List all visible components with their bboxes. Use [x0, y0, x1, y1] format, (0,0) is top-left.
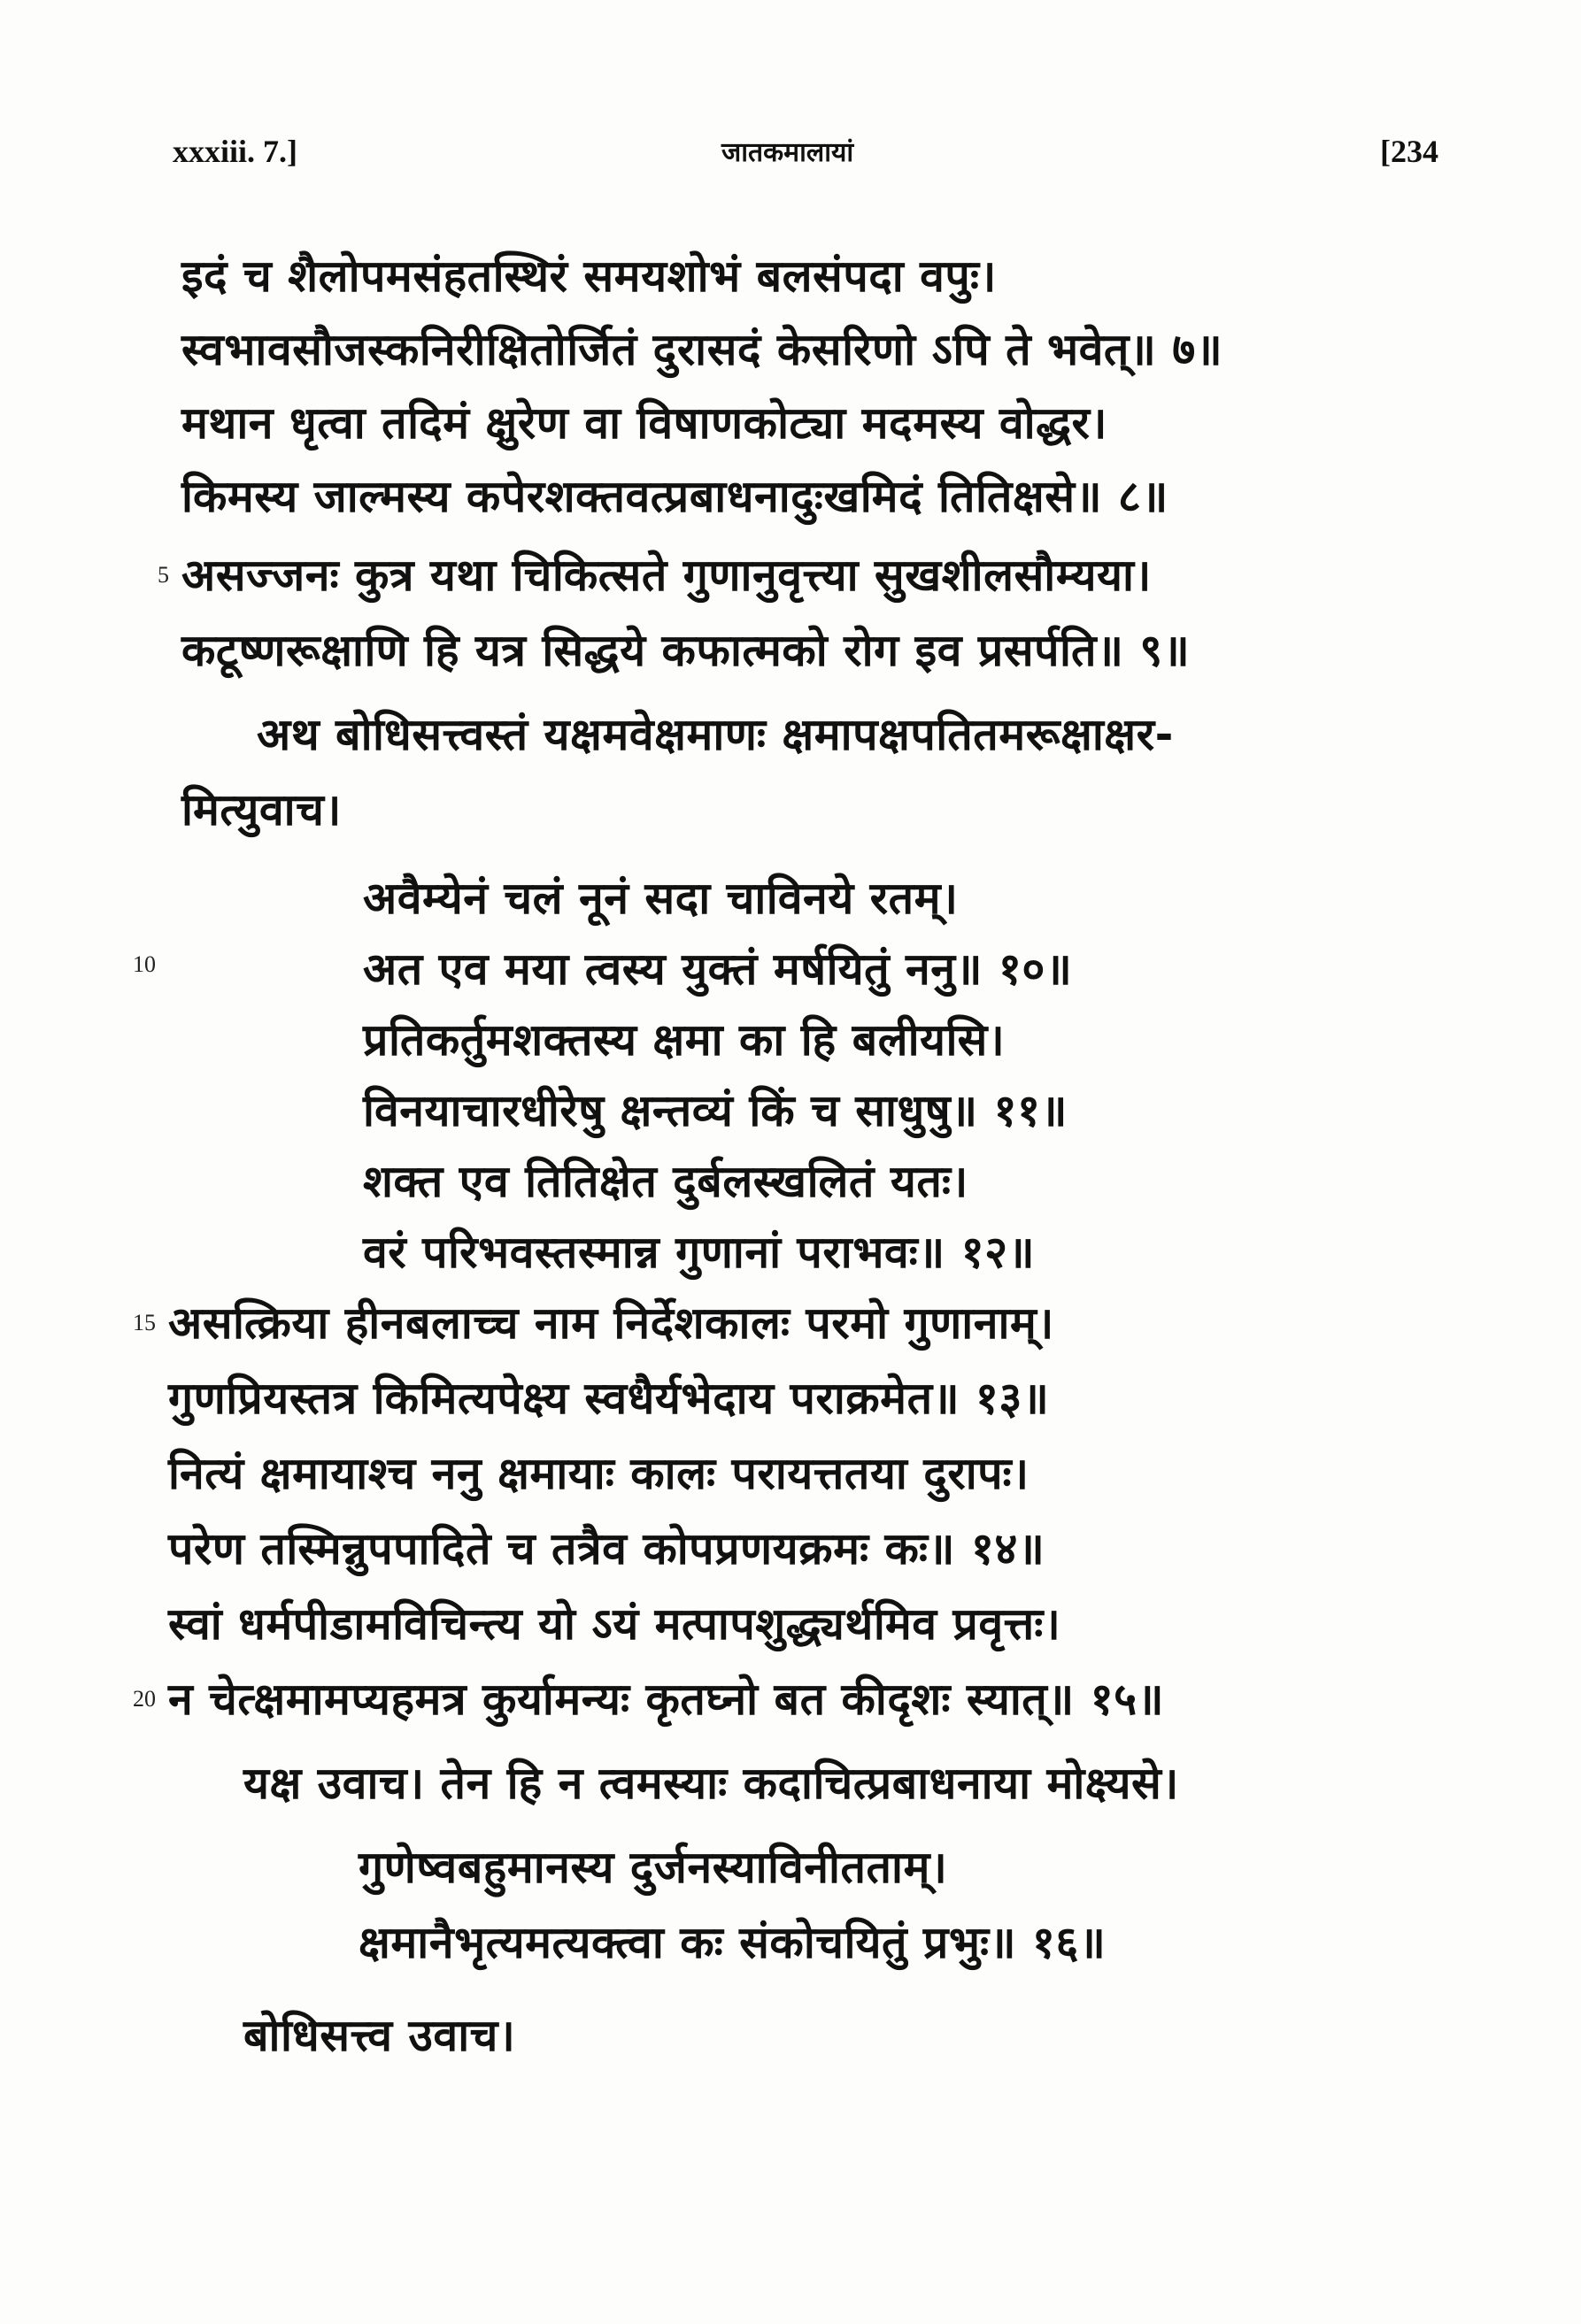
- line-number: 5: [158, 562, 169, 588]
- text-line: अत एव मया त्वस्य युक्तं मर्षयितुं ननु॥ १०॥: [363, 943, 1073, 995]
- text-line: मित्युवाच।: [181, 784, 342, 835]
- text-line: वरं परिभवस्तस्मान्न गुणानां पराभवः॥ १२॥: [363, 1227, 1036, 1278]
- text-line: अथ बोधिसत्त्वस्तं यक्षमवेक्षमाणः क्षमापक्षपतितमरूक्षाक्षर-: [257, 709, 1174, 760]
- text-line: शक्त एव तितिक्षेत दुर्बलस्खलितं यतः।: [363, 1156, 968, 1207]
- header-verse-ref: xxxiii. 7.]: [173, 134, 297, 169]
- text-line: असत्क्रिया हीनबलाच्च नाम निर्देशकालः परमो गुणानाम्।: [168, 1297, 1054, 1349]
- header-title: जातकमालायां: [721, 137, 854, 168]
- text-line: कटूष्णरूक्षाणि हि यत्र सिद्धये कफात्मको रोग इव प्रसर्पति॥ ९॥: [181, 625, 1191, 676]
- text-line: विनयाचारधीरेषु क्षन्तव्यं किं च साधुषु॥ ११॥: [363, 1085, 1068, 1136]
- text-line: किमस्य जाल्मस्य कपेरशक्तवत्प्रबाधनादुःखमिदं तितिक्षसे॥ ८॥: [181, 471, 1168, 522]
- text-line: परेण तस्मिन्नुपपादिते च तत्रैव कोपप्रणयक्रमः कः॥ १४॥: [168, 1523, 1045, 1574]
- text-line: स्वां धर्मपीडामविचिन्त्य यो ऽयं मत्पापशुद्ध्यर्थमिव प्रवृत्तः।: [168, 1598, 1061, 1650]
- header-page-number: [234: [1380, 134, 1438, 169]
- text-line: अवैम्येनं चलं नूनं सदा चाविनये रतम्।: [363, 873, 959, 924]
- text-line: प्रतिकर्तुमशक्तस्य क्षमा का हि बलीयसि।: [363, 1014, 1006, 1066]
- text-line: गुणेष्वबहुमानस्य दुर्जनस्याविनीतताम्।: [359, 1842, 948, 1893]
- text-line: गुणप्रियस्तत्र किमित्यपेक्ष्य स्वधैर्यभेदाय पराक्रमेत॥ १३॥: [168, 1373, 1050, 1424]
- text-line: असज्जनः कुत्र यथा चिकित्सते गुणानुवृत्त्या सुखशीलसौम्यया।: [181, 550, 1152, 601]
- running-header: [173, 133, 1438, 186]
- text-line: इदं च शैलोपमसंहतस्थिरं समयशोभं बलसंपदा वपुः।: [181, 250, 997, 302]
- text-line: नित्यं क्षमायाश्च ननु क्षमायाः कालः परायत्ततया दुरापः।: [168, 1448, 1030, 1499]
- line-number: 20: [133, 1686, 156, 1712]
- line-number: 10: [133, 951, 156, 977]
- text-line: क्षमानैभृत्यमत्यक्त्वा कः संकोचयितुं प्रभुः॥ १६॥: [359, 1917, 1107, 1968]
- text-line: यक्ष उवाच। तेन हि न त्वमस्याः कदाचित्प्रबाधनाया मोक्ष्यसे।: [243, 1758, 1179, 1809]
- text-line: स्वभावसौजस्कनिरीक्षितोर्जितं दुरासदं केसरिणो ऽपि ते भवेत्॥ ७॥: [181, 324, 1223, 375]
- text-line: न चेत्क्षमामप्यहमत्र कुर्यामन्यः कृतघ्नो बत कीदृशः स्यात्॥ १५॥: [168, 1674, 1165, 1725]
- text-line: बोधिसत्त्व उवाच।: [243, 2010, 516, 2061]
- text-line: मथान धृत्वा तदिमं क्षुरेण वा विषाणकोट्या मदमस्य वोद्धर।: [181, 397, 1107, 449]
- line-number: 15: [133, 1310, 156, 1335]
